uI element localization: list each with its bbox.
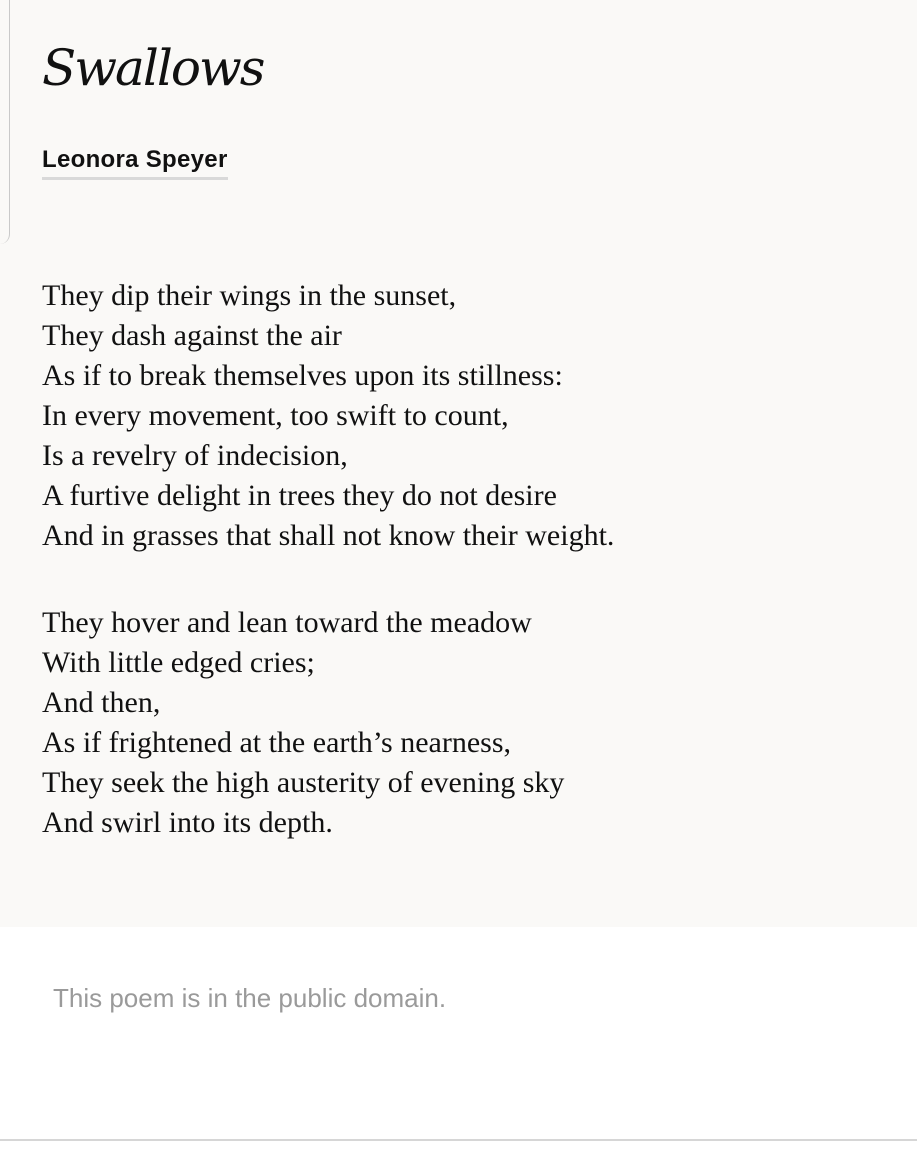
poem-line: As if to break themselves upon its stillness:	[42, 359, 563, 392]
poem-line: They dip their wings in the sunset,	[42, 279, 457, 312]
poem-line: And in grasses that shall not know their weight.	[42, 519, 615, 552]
stanza-1	[42, 276, 614, 556]
poem-line: As if frightened at the earth’s nearness,	[42, 726, 511, 759]
bottom-divider	[0, 1139, 917, 1141]
poem-line: Is a revelry of indecision,	[42, 439, 348, 472]
poem-line: A furtive delight in trees they do not desire	[42, 479, 557, 512]
stanza-2	[42, 603, 614, 843]
poem-line: They hover and lean toward the meadow	[42, 606, 532, 639]
side-rule-divider	[0, 0, 10, 244]
poem-line: With little edged cries;	[42, 646, 315, 679]
poem-line: They seek the high austerity of evening sky	[42, 766, 565, 799]
poem-line: In every movement, too swift to count,	[42, 399, 509, 432]
poem-title: Swallows	[42, 39, 264, 97]
poem-line: They dash against the air	[42, 319, 342, 352]
poem-line: And swirl into its depth.	[42, 806, 333, 839]
poem-line: And then,	[42, 686, 161, 719]
poem-body	[42, 276, 614, 890]
public-domain-note: This poem is in the public domain.	[53, 983, 447, 1013]
poet-name-link[interactable]: Leonora Speyer	[42, 144, 228, 180]
